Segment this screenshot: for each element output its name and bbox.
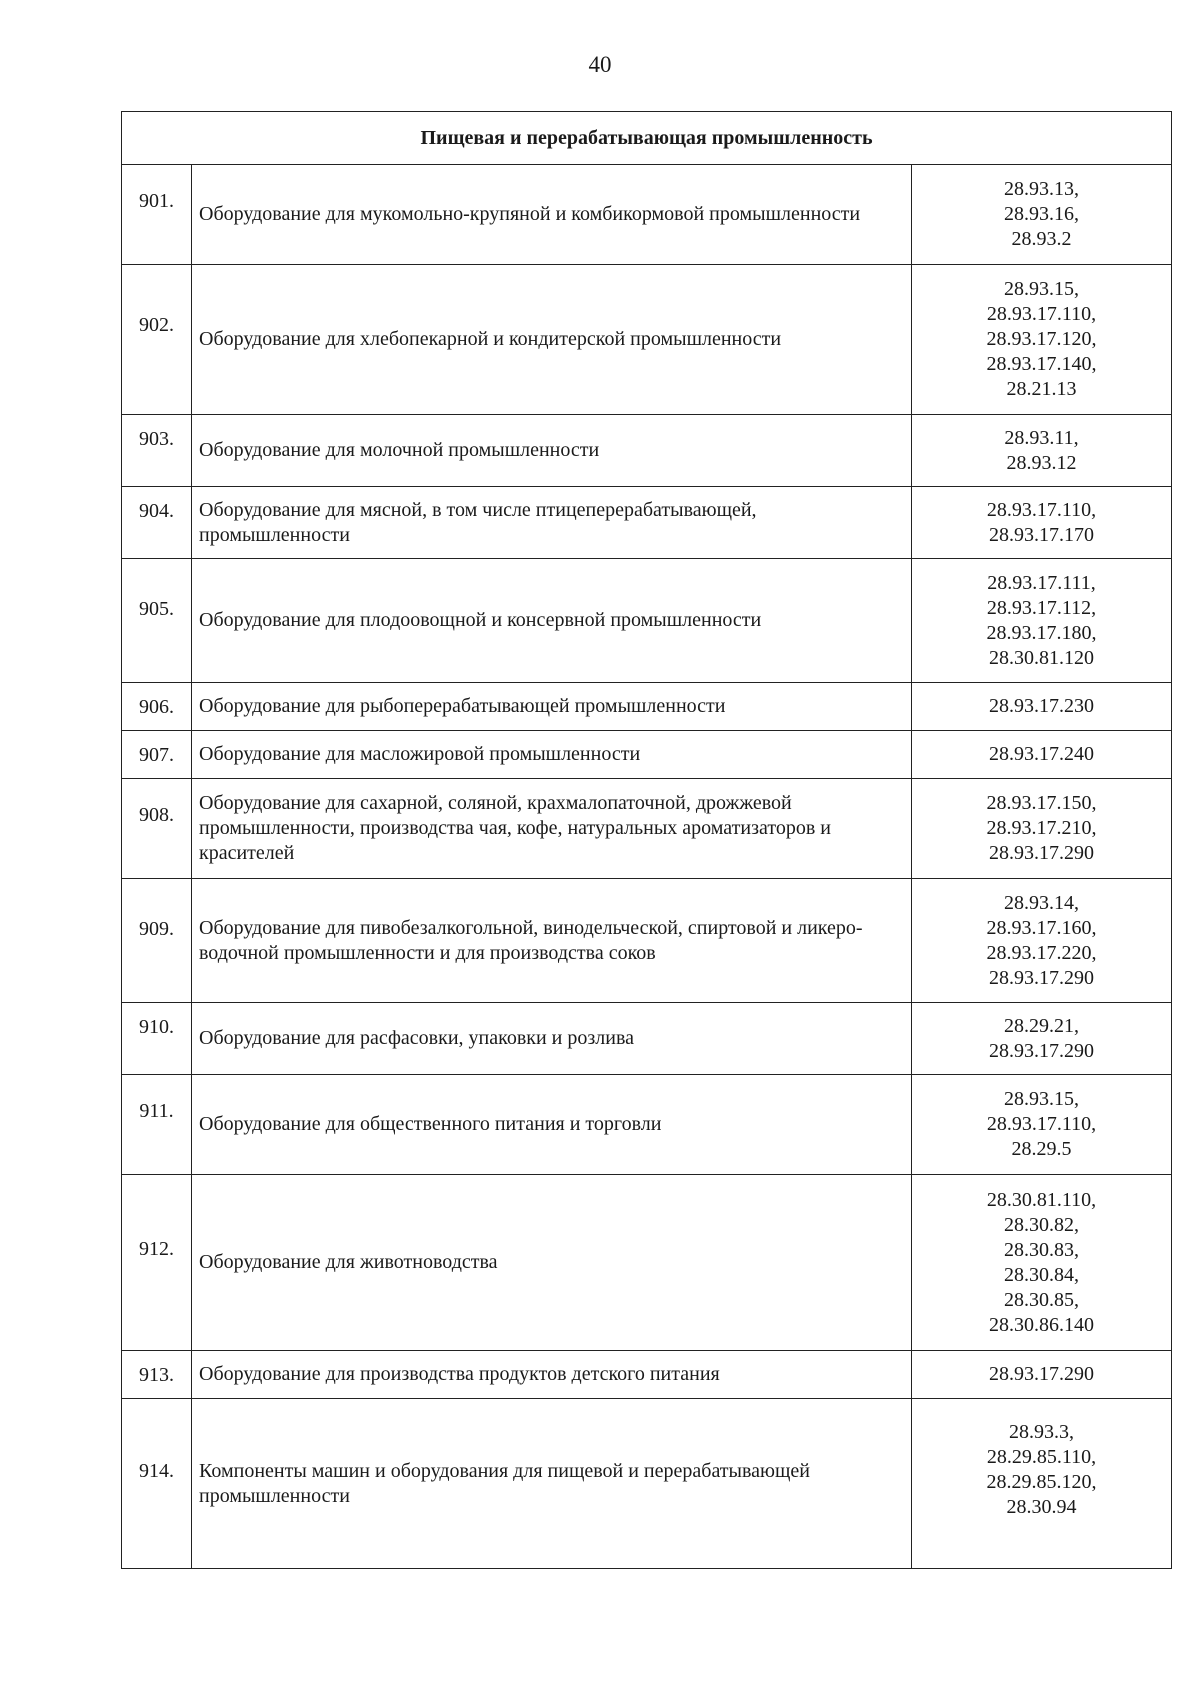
section-title: Пищевая и перерабатывающая промышленность [122,112,1172,165]
okpd-code: 28.93.17.111, [987,571,1096,594]
okpd-codes [912,487,1172,559]
row-number-text: 913. [139,1364,174,1386]
row-number [122,1175,192,1351]
row-number [122,1003,192,1075]
row-number-text: 905. [139,598,174,620]
okpd-code: 28.93.17.210, [986,817,1097,839]
row-number [122,165,192,265]
okpd-codes [912,165,1172,265]
row-number-text: 911. [139,1100,174,1122]
row-number [122,879,192,1003]
row-number-text: 901. [139,190,174,212]
row-number-text: 902. [139,314,174,336]
equipment-name: Оборудование для молочной промышленности [192,415,912,487]
okpd-code: 28.30.86.140 [989,1313,1095,1336]
okpd-codes [912,1399,1172,1569]
okpd-code: 28.30.82, [1004,1213,1080,1236]
okpd-codes [912,1175,1172,1351]
table-row [122,1175,1172,1351]
okpd-code: 28.93.17.160, [986,916,1097,939]
table-row [122,879,1172,1003]
equipment-name: Оборудование для мукомольно-крупяной и комбикормовой промышленности [192,165,912,265]
table-row [122,487,1172,559]
okpd-code: 28.93.17.290 [989,1363,1095,1385]
equipment-name: Оборудование для плодоовощной и консервной промышленности [192,559,912,683]
okpd-code: 28.93.17.290 [989,842,1095,864]
table-row [122,1075,1172,1175]
row-number [122,1075,192,1175]
okpd-code: 28.29.85.120, [986,1470,1097,1493]
okpd-codes [912,879,1172,1003]
okpd-code: 28.93.2 [1011,228,1072,250]
okpd-code: 28.93.17.120, [986,328,1097,350]
row-number-text: 904. [139,500,174,522]
okpd-codes [912,1003,1172,1075]
okpd-code: 28.93.17.180, [986,621,1097,644]
okpd-code: 28.93.17.110, [986,498,1097,521]
okpd-code: 28.93.17.220, [986,941,1097,964]
okpd-codes [912,559,1172,683]
okpd-code: 28.30.81.110, [986,1188,1097,1211]
equipment-name: Оборудование для расфасовки, упаковки и розлива [192,1003,912,1075]
okpd-code: 28.93.14, [1004,891,1080,914]
equipment-name: Оборудование для хлебопекарной и кондитерской промышленности [192,265,912,415]
okpd-code: 28.93.15, [1004,1088,1080,1110]
section-header-row [122,112,1172,165]
okpd-code: 28.93.17.290 [989,966,1095,989]
equipment-name: Оборудование для мясной, в том числе птицеперерабатывающей, промышленности [192,487,912,559]
row-number-text: 912. [139,1238,174,1260]
okpd-code: 28.93.16, [1004,203,1080,225]
row-number-text: 910. [139,1016,174,1038]
okpd-code: 28.30.84, [1004,1263,1080,1286]
okpd-code: 28.30.85, [1004,1288,1080,1311]
table-row [122,165,1172,265]
okpd-code: 28.93.15, [1004,278,1080,300]
okpd-code: 28.93.17.290 [989,1039,1095,1062]
row-number [122,1399,192,1569]
page-number: 40 [588,52,612,77]
equipment-name: Оборудование для производства продуктов детского питания [192,1351,912,1399]
equipment-name: Оборудование для масложировой промышленности [192,731,912,779]
okpd-code: 28.93.11, [1004,426,1079,449]
row-number [122,265,192,415]
row-number [122,731,192,779]
okpd-code: 28.93.17.110, [986,1113,1097,1135]
okpd-code: 28.29.5 [1011,1138,1072,1160]
okpd-code: 28.21.13 [1006,378,1077,400]
row-number-text: 908. [139,804,174,826]
equipment-name: Оборудование для животноводства [192,1175,912,1351]
row-number [122,1351,192,1399]
okpd-code: 28.93.12 [1006,451,1077,474]
table-row [122,559,1172,683]
row-number [122,683,192,731]
row-number-text: 909. [139,918,174,940]
row-number-text: 914. [139,1460,174,1482]
equipment-name: Компоненты машин и оборудования для пищевой и перерабатывающей промышленности [192,1399,912,1569]
okpd-codes [912,779,1172,879]
okpd-code: 28.93.17.110, [986,303,1097,325]
okpd-code: 28.93.17.112, [986,596,1097,619]
okpd-code: 28.93.17.150, [986,792,1097,814]
row-number-text: 903. [139,428,174,450]
okpd-code: 28.29.21, [1004,1014,1080,1037]
okpd-code: 28.93.17.240 [989,743,1095,765]
row-number-text: 906. [139,696,174,718]
table-row [122,1351,1172,1399]
row-number [122,487,192,559]
table-row [122,683,1172,731]
okpd-codes [912,731,1172,779]
okpd-code: 28.93.17.230 [989,695,1095,717]
equipment-name: Оборудование для сахарной, соляной, крахмалопаточной, дрожжевой промышленности, производства чая, кофе, натуральных ароматизаторов и красителей [192,779,912,879]
equipment-table [121,111,1172,1569]
row-number [122,415,192,487]
equipment-name: Оборудование для общественного питания и торговли [192,1075,912,1175]
row-number [122,779,192,879]
table-row [122,779,1172,879]
okpd-code: 28.93.17.140, [986,353,1097,375]
row-number-text: 907. [139,744,174,766]
table-row [122,415,1172,487]
equipment-name: Оборудование для рыбоперерабатывающей промышленности [192,683,912,731]
okpd-codes [912,683,1172,731]
okpd-code: 28.30.81.120 [989,646,1095,669]
okpd-codes [912,265,1172,415]
equipment-name: Оборудование для пивобезалкогольной, винодельческой, спиртовой и ликеро-водочной промышленности и для производства соков [192,879,912,1003]
row-number [122,559,192,683]
okpd-code: 28.30.83, [1004,1238,1080,1261]
okpd-code: 28.93.3, [1009,1420,1075,1443]
okpd-codes [912,1075,1172,1175]
okpd-code: 28.29.85.110, [986,1445,1097,1468]
okpd-code: 28.93.13, [1004,178,1080,200]
table-row [122,1399,1172,1569]
table-row [122,265,1172,415]
okpd-code: 28.93.17.170 [989,523,1095,546]
okpd-codes [912,1351,1172,1399]
okpd-code: 28.30.94 [1006,1495,1077,1518]
table-row [122,1003,1172,1075]
table-row [122,731,1172,779]
okpd-codes [912,415,1172,487]
